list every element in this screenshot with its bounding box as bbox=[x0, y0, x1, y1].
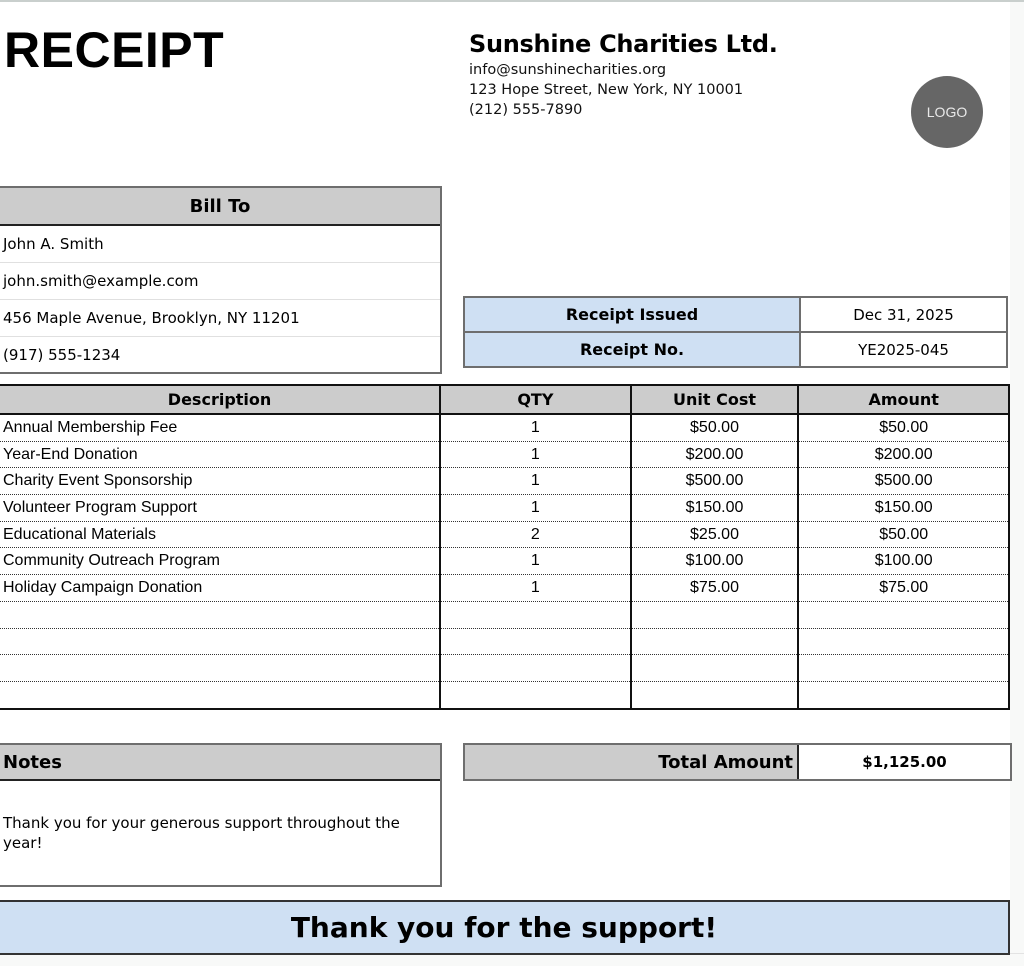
line-item-description bbox=[0, 681, 440, 708]
line-item-description bbox=[0, 628, 440, 655]
notes-header: Notes bbox=[0, 745, 440, 781]
line-item-description: Holiday Campaign Donation bbox=[0, 575, 440, 602]
thank-you-banner: Thank you for the support! bbox=[0, 900, 1010, 955]
total-value: $1,125.00 bbox=[799, 745, 1010, 779]
line-item-qty: 1 bbox=[440, 441, 631, 468]
bill-to-email: john.smith@example.com bbox=[0, 263, 440, 300]
company-name: Sunshine Charities Ltd. bbox=[469, 30, 778, 58]
line-item-unit-cost: $100.00 bbox=[631, 548, 799, 575]
line-item-description: Charity Event Sponsorship bbox=[0, 468, 440, 495]
line-item-description bbox=[0, 655, 440, 682]
line-item-amount: $150.00 bbox=[798, 495, 1009, 522]
column-header-unit-cost: Unit Cost bbox=[631, 385, 799, 414]
line-item-row bbox=[0, 601, 1009, 628]
line-item-row bbox=[0, 414, 1009, 441]
line-item-unit-cost: $75.00 bbox=[631, 575, 799, 602]
line-item-description: Annual Membership Fee bbox=[0, 414, 440, 441]
receipt-number-label: Receipt No. bbox=[464, 332, 800, 367]
line-item-qty: 1 bbox=[440, 468, 631, 495]
line-item-qty: 1 bbox=[440, 548, 631, 575]
line-item-amount bbox=[798, 681, 1009, 708]
line-item-row bbox=[0, 655, 1009, 682]
line-item-row bbox=[0, 548, 1009, 575]
line-item-unit-cost bbox=[631, 628, 799, 655]
line-items-header-row bbox=[0, 385, 1009, 414]
line-item-amount: $200.00 bbox=[798, 441, 1009, 468]
total-label: Total Amount bbox=[465, 745, 799, 779]
line-item-amount bbox=[798, 655, 1009, 682]
line-item-row bbox=[0, 468, 1009, 495]
total-section bbox=[463, 743, 1012, 781]
logo-text: LOGO bbox=[926, 104, 968, 120]
line-item-unit-cost: $50.00 bbox=[631, 414, 799, 441]
company-info bbox=[469, 28, 778, 120]
line-item-amount: $50.00 bbox=[798, 414, 1009, 441]
line-item-unit-cost: $150.00 bbox=[631, 495, 799, 522]
company-email: info@sunshinecharities.org bbox=[469, 62, 667, 78]
bill-to-section bbox=[0, 186, 442, 374]
line-item-qty: 1 bbox=[440, 414, 631, 441]
line-item-row bbox=[0, 681, 1009, 708]
line-item-qty bbox=[440, 601, 631, 628]
receipt-issued-value: Dec 31, 2025 bbox=[800, 297, 1007, 332]
line-item-amount: $75.00 bbox=[798, 575, 1009, 602]
line-item-unit-cost: $200.00 bbox=[631, 441, 799, 468]
line-item-qty bbox=[440, 681, 631, 708]
company-logo bbox=[911, 76, 983, 148]
line-item-description: Educational Materials bbox=[0, 521, 440, 548]
line-item-unit-cost: $500.00 bbox=[631, 468, 799, 495]
line-item-qty bbox=[440, 628, 631, 655]
line-item-unit-cost bbox=[631, 655, 799, 682]
receipt-meta-table bbox=[463, 296, 1008, 368]
receipt-number-row bbox=[464, 332, 1007, 367]
line-item-unit-cost: $25.00 bbox=[631, 521, 799, 548]
line-item-row bbox=[0, 441, 1009, 468]
line-item-row bbox=[0, 521, 1009, 548]
column-header-qty: QTY bbox=[440, 385, 631, 414]
document-title: RECEIPT bbox=[4, 22, 225, 78]
company-phone: (212) 555-7890 bbox=[469, 102, 583, 118]
line-item-description: Year-End Donation bbox=[0, 441, 440, 468]
line-item-description: Community Outreach Program bbox=[0, 548, 440, 575]
line-item-amount: $500.00 bbox=[798, 468, 1009, 495]
line-item-unit-cost bbox=[631, 681, 799, 708]
line-item-unit-cost bbox=[631, 601, 799, 628]
column-header-amount: Amount bbox=[798, 385, 1009, 414]
line-item-row bbox=[0, 495, 1009, 522]
sheet-gutter bbox=[1010, 2, 1024, 965]
line-item-amount: $50.00 bbox=[798, 521, 1009, 548]
receipt-number-value: YE2025-045 bbox=[800, 332, 1007, 367]
bill-to-header: Bill To bbox=[0, 188, 440, 226]
line-item-qty: 1 bbox=[440, 575, 631, 602]
line-item-amount bbox=[798, 601, 1009, 628]
line-item-amount: $100.00 bbox=[798, 548, 1009, 575]
bill-to-phone: (917) 555-1234 bbox=[3, 345, 121, 364]
line-item-row bbox=[0, 628, 1009, 655]
company-address: 123 Hope Street, New York, NY 10001 bbox=[469, 82, 744, 98]
bill-to-name: John A. Smith bbox=[0, 226, 440, 263]
line-item-row bbox=[0, 575, 1009, 602]
receipt-issued-label: Receipt Issued bbox=[464, 297, 800, 332]
line-item-qty bbox=[440, 655, 631, 682]
notes-text: Thank you for your generous support throughout the year! bbox=[3, 814, 400, 852]
top-border bbox=[0, 0, 1024, 2]
line-item-amount bbox=[798, 628, 1009, 655]
column-header-description: Description bbox=[0, 385, 440, 414]
line-items-table bbox=[0, 384, 1010, 710]
receipt-issued-row bbox=[464, 297, 1007, 332]
notes-section bbox=[0, 743, 442, 887]
line-item-description bbox=[0, 601, 440, 628]
bill-to-address: 456 Maple Avenue, Brooklyn, NY 11201 bbox=[0, 300, 440, 337]
line-item-qty: 2 bbox=[440, 521, 631, 548]
line-item-qty: 1 bbox=[440, 495, 631, 522]
line-item-description: Volunteer Program Support bbox=[0, 495, 440, 522]
